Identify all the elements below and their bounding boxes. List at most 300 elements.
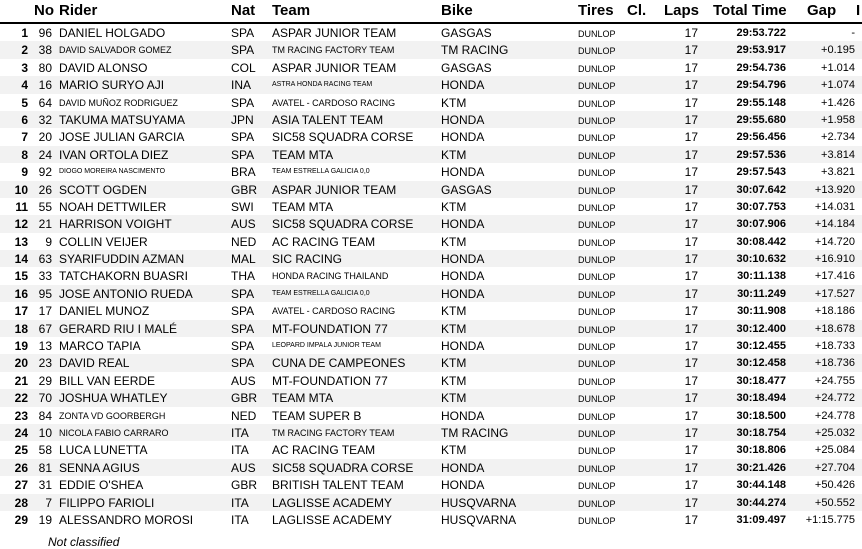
team-name: LEOPARD IMPALA JUNIOR TEAM xyxy=(272,342,381,350)
total-time: 30:07.642 xyxy=(736,183,786,196)
total-time: 30:12.455 xyxy=(736,340,786,353)
team-name: AC RACING TEAM xyxy=(272,443,376,458)
tires: DUNLOP xyxy=(578,185,616,196)
rider-name: ALESSANDRO MOROSI xyxy=(59,512,194,527)
laps: 17 xyxy=(684,391,698,406)
laps: 17 xyxy=(684,408,698,423)
laps: 17 xyxy=(684,60,698,75)
total-time: 30:18.494 xyxy=(736,392,786,405)
rider-name: DAVID SALVADOR GOMEZ xyxy=(59,45,172,56)
rider-name: LUCA LUNETTA xyxy=(59,443,148,458)
gap: +24.778 xyxy=(814,409,855,422)
nationality: AUS xyxy=(231,217,256,232)
table-row xyxy=(0,441,862,458)
team-name: TEAM ESTRELLA GALICIA 0,0 xyxy=(272,168,370,176)
tires: DUNLOP xyxy=(578,133,616,144)
tires: DUNLOP xyxy=(578,237,616,248)
rider-number: 26 xyxy=(38,182,52,197)
rider-number: 70 xyxy=(38,391,52,406)
rider-number: 13 xyxy=(38,339,52,354)
gap: +1.958 xyxy=(821,113,855,126)
header-class: Cl. xyxy=(627,2,647,19)
tires: DUNLOP xyxy=(578,394,616,405)
gap: +1:15.775 xyxy=(805,513,855,526)
rider-name: EDDIE O'SHEA xyxy=(59,478,144,493)
tires: DUNLOP xyxy=(578,98,616,109)
header-no: No xyxy=(34,2,54,19)
laps: 17 xyxy=(684,269,698,284)
tires: DUNLOP xyxy=(578,446,616,457)
rider-name: TAKUMA MATSUYAMA xyxy=(59,112,186,127)
team-name: TEAM MTA xyxy=(272,391,334,406)
bike-make: KTM xyxy=(441,356,467,371)
rider-name: JOSE JULIAN GARCIA xyxy=(59,130,185,145)
bike-make: HONDA xyxy=(441,339,485,354)
rider-number: 10 xyxy=(38,425,52,440)
bike-make: HONDA xyxy=(441,130,485,145)
bike-make: HONDA xyxy=(441,165,485,180)
team-name: AC RACING TEAM xyxy=(272,234,376,249)
gap: +1.014 xyxy=(821,61,855,74)
bike-make: HONDA xyxy=(441,408,485,423)
nationality: SPA xyxy=(231,304,255,319)
nationality: BRA xyxy=(231,165,256,180)
rider-name: ZONTA VD GOORBERGH xyxy=(59,410,166,421)
tires: DUNLOP xyxy=(578,150,616,161)
position: 22 xyxy=(14,391,28,406)
bike-make: HONDA xyxy=(441,217,485,232)
team-name: ASIA TALENT TEAM xyxy=(272,112,384,127)
laps: 17 xyxy=(684,356,698,371)
table-row xyxy=(0,285,862,302)
rider-name: BILL VAN EERDE xyxy=(59,373,156,388)
gap: +17.527 xyxy=(814,287,855,300)
nationality: MAL xyxy=(231,252,256,267)
rider-number: 21 xyxy=(38,217,52,232)
total-time: 30:11.138 xyxy=(737,270,786,283)
rider-number: 24 xyxy=(38,147,52,162)
nationality: GBR xyxy=(231,478,258,493)
laps: 17 xyxy=(684,199,698,214)
header-extra: I xyxy=(856,2,861,19)
position: 5 xyxy=(21,95,28,110)
rider-name: DAVID ALONSO xyxy=(59,60,148,75)
position: 18 xyxy=(14,321,28,336)
nationality: ITA xyxy=(231,425,249,440)
table-row xyxy=(0,198,862,215)
tires: DUNLOP xyxy=(578,81,616,92)
bike-make: KTM xyxy=(441,199,467,214)
team-name: TEAM MTA xyxy=(272,199,334,214)
tires: DUNLOP xyxy=(578,515,616,526)
rider-name: DANIEL HOLGADO xyxy=(59,26,166,40)
table-row xyxy=(0,476,862,493)
rider-number: 23 xyxy=(38,356,52,371)
rider-name: DIOGO MOREIRA NASCIMENTO xyxy=(59,168,166,176)
total-time: 30:12.400 xyxy=(736,322,786,335)
laps: 17 xyxy=(684,130,698,145)
position: 28 xyxy=(14,495,28,510)
laps: 17 xyxy=(684,304,698,319)
total-time: 30:10.632 xyxy=(736,253,786,266)
rider-number: 7 xyxy=(45,495,52,510)
header-rider: Rider xyxy=(59,2,98,19)
rider-number: 9 xyxy=(45,234,52,249)
rider-number: 16 xyxy=(38,78,52,93)
laps: 17 xyxy=(684,147,698,162)
rider-number: 96 xyxy=(38,26,52,40)
bike-make: TM RACING xyxy=(441,43,509,58)
rider-number: 31 xyxy=(38,478,52,493)
table-row xyxy=(0,407,862,424)
laps: 17 xyxy=(684,443,698,458)
rider-number: 81 xyxy=(38,460,52,475)
table-row xyxy=(0,163,862,180)
tires: DUNLOP xyxy=(578,376,616,387)
bike-make: HUSQVARNA xyxy=(441,512,517,527)
position: 3 xyxy=(21,60,28,75)
rider-name: DANIEL MUNOZ xyxy=(59,304,150,319)
team-name: SIC58 SQUADRA CORSE xyxy=(272,217,414,232)
table-row xyxy=(0,128,862,145)
position: 1 xyxy=(21,26,28,40)
tires: DUNLOP xyxy=(578,481,616,492)
position: 17 xyxy=(14,304,28,319)
nationality: COL xyxy=(231,60,256,75)
rider-number: 80 xyxy=(38,60,52,75)
table-row xyxy=(0,59,862,76)
tires: DUNLOP xyxy=(578,29,616,39)
total-time: 30:44.148 xyxy=(736,479,786,492)
laps: 17 xyxy=(684,78,698,93)
bike-make: HONDA xyxy=(441,252,485,267)
nationality: SWI xyxy=(231,199,254,214)
laps: 17 xyxy=(684,339,698,354)
laps: 17 xyxy=(684,321,698,336)
rider-number: 58 xyxy=(38,443,52,458)
rider-name: IVAN ORTOLA DIEZ xyxy=(59,147,169,162)
table-row xyxy=(0,111,862,128)
rider-name: SYARIFUDDIN AZMAN xyxy=(59,252,185,267)
rider-number: 33 xyxy=(38,269,52,284)
bike-make: KTM xyxy=(441,321,467,336)
rider-number: 92 xyxy=(38,165,52,180)
nationality: SPA xyxy=(231,321,255,336)
team-name: TM RACING FACTORY TEAM xyxy=(272,45,395,56)
nationality: ITA xyxy=(231,512,249,527)
table-row xyxy=(0,146,862,163)
table-row xyxy=(0,94,862,111)
position: 19 xyxy=(14,339,28,354)
bike-make: KTM xyxy=(441,391,467,406)
position: 26 xyxy=(14,460,28,475)
bike-make: TM RACING xyxy=(441,425,509,440)
nationality: SPA xyxy=(231,147,255,162)
table-row xyxy=(0,302,862,319)
rider-number: 84 xyxy=(38,408,52,423)
nationality: GBR xyxy=(231,182,258,197)
bike-make: KTM xyxy=(441,304,467,319)
gap: +16.910 xyxy=(814,253,855,266)
gap: +25.032 xyxy=(814,426,855,439)
tires: DUNLOP xyxy=(578,63,616,74)
table-row xyxy=(0,337,862,354)
gap: +50.552 xyxy=(814,496,855,509)
table-row xyxy=(0,76,862,93)
rider-number: 17 xyxy=(38,304,52,319)
tires: DUNLOP xyxy=(578,463,616,474)
position: 21 xyxy=(14,373,28,388)
gap: +14.184 xyxy=(814,218,855,231)
total-time: 29:55.148 xyxy=(736,96,786,109)
bike-make: GASGAS xyxy=(441,182,492,197)
rider-name: DAVID REAL xyxy=(59,356,130,371)
nationality: AUS xyxy=(231,460,256,475)
header-bike: Bike xyxy=(441,2,473,19)
results-table xyxy=(0,24,862,528)
nationality: SPA xyxy=(231,95,255,110)
total-time: 29:56.456 xyxy=(736,131,786,144)
position: 10 xyxy=(14,182,28,197)
rider-name: JOSE ANTONIO RUEDA xyxy=(59,286,193,301)
laps: 17 xyxy=(684,26,698,40)
table-row xyxy=(0,389,862,406)
team-name: ASTRA HONDA RACING TEAM xyxy=(272,81,373,89)
laps: 17 xyxy=(684,234,698,249)
position: 25 xyxy=(14,443,28,458)
table-row xyxy=(0,41,862,58)
gap: +1.074 xyxy=(821,79,855,92)
rider-name: MARIO SURYO AJI xyxy=(59,78,165,93)
position: 14 xyxy=(14,252,28,267)
total-time: 29:54.796 xyxy=(736,79,786,92)
laps: 17 xyxy=(684,460,698,475)
nationality: ITA xyxy=(231,495,249,510)
position: 20 xyxy=(14,356,28,371)
gap: - xyxy=(851,27,855,39)
team-name: TEAM MTA xyxy=(272,147,334,162)
bike-make: KTM xyxy=(441,443,467,458)
team-name: SIC58 SQUADRA CORSE xyxy=(272,130,414,145)
laps: 17 xyxy=(684,165,698,180)
gap: +18.733 xyxy=(814,340,855,353)
laps: 17 xyxy=(684,478,698,493)
laps: 17 xyxy=(684,252,698,267)
position: 12 xyxy=(14,217,28,232)
not-classified-label: Not classified xyxy=(48,535,120,549)
team-name: BRITISH TALENT TEAM xyxy=(272,478,404,493)
tires: DUNLOP xyxy=(578,115,616,126)
team-name: HONDA RACING THAILAND xyxy=(272,271,389,282)
bike-make: HONDA xyxy=(441,460,485,475)
bike-make: HUSQVARNA xyxy=(441,495,517,510)
nationality: JPN xyxy=(231,112,254,127)
gap: +0.195 xyxy=(821,44,855,57)
table-row xyxy=(0,372,862,389)
total-time: 30:44.274 xyxy=(736,496,786,509)
table-row xyxy=(0,250,862,267)
rider-name: DAVID MUÑOZ RODRIGUEZ xyxy=(59,97,178,108)
nationality: NED xyxy=(231,234,257,249)
tires: DUNLOP xyxy=(578,202,616,213)
table-row xyxy=(0,320,862,337)
gap: +24.772 xyxy=(814,392,855,405)
laps: 17 xyxy=(684,512,698,527)
team-name: TM RACING FACTORY TEAM xyxy=(272,427,395,438)
rider-number: 32 xyxy=(38,112,52,127)
bike-make: HONDA xyxy=(441,112,485,127)
gap: +18.186 xyxy=(814,305,855,318)
team-name: TEAM SUPER B xyxy=(272,408,362,423)
nationality: SPA xyxy=(231,339,255,354)
header-total-time: Total Time xyxy=(713,2,787,19)
total-time: 29:57.536 xyxy=(736,148,786,161)
rider-name: NOAH DETTWILER xyxy=(59,199,167,214)
team-name: LAGLISSE ACADEMY xyxy=(272,512,393,527)
team-name: ASPAR JUNIOR TEAM xyxy=(272,26,397,40)
total-time: 30:07.753 xyxy=(736,200,786,213)
rider-number: 64 xyxy=(38,95,52,110)
gap: +17.416 xyxy=(814,270,855,283)
tires: DUNLOP xyxy=(578,324,616,335)
team-name: MT-FOUNDATION 77 xyxy=(272,373,388,388)
table-row xyxy=(0,494,862,511)
position: 4 xyxy=(21,78,28,93)
rider-number: 67 xyxy=(38,321,52,336)
table-row xyxy=(0,424,862,441)
header-nat: Nat xyxy=(231,2,256,19)
gap: +3.821 xyxy=(821,166,855,179)
laps: 17 xyxy=(684,112,698,127)
total-time: 29:55.680 xyxy=(736,113,786,126)
position: 24 xyxy=(14,425,28,440)
laps: 17 xyxy=(684,425,698,440)
table-row xyxy=(0,233,862,250)
nationality: SPA xyxy=(231,43,255,58)
tires: DUNLOP xyxy=(578,46,616,57)
gap: +14.720 xyxy=(814,235,855,248)
total-time: 29:57.543 xyxy=(736,166,786,179)
table-row xyxy=(0,459,862,476)
rider-name: JOSHUA WHATLEY xyxy=(59,391,168,406)
tires: DUNLOP xyxy=(578,168,616,179)
rider-name: FILIPPO FARIOLI xyxy=(59,495,155,510)
gap: +50.426 xyxy=(814,479,855,492)
total-time: 30:12.458 xyxy=(736,357,786,370)
bike-make: GASGAS xyxy=(441,26,492,40)
rider-name: MARCO TAPIA xyxy=(59,339,141,354)
bike-make: KTM xyxy=(441,373,467,388)
table-row xyxy=(0,24,862,41)
gap: +24.755 xyxy=(814,374,855,387)
team-name: TEAM ESTRELLA GALICIA 0,0 xyxy=(272,289,370,297)
nationality: INA xyxy=(231,78,252,93)
tires: DUNLOP xyxy=(578,272,616,283)
total-time: 29:53.917 xyxy=(736,44,786,57)
gap: +1.426 xyxy=(821,96,855,109)
gap: +14.031 xyxy=(814,200,855,213)
nationality: SPA xyxy=(231,356,255,371)
team-name: AVATEL - CARDOSO RACING xyxy=(272,306,396,317)
rider-number: 63 xyxy=(38,252,52,267)
table-row xyxy=(0,511,862,528)
team-name: ASPAR JUNIOR TEAM xyxy=(272,60,397,75)
nationality: AUS xyxy=(231,373,256,388)
total-time: 29:53.722 xyxy=(736,27,786,39)
gap: +27.704 xyxy=(814,461,855,474)
laps: 17 xyxy=(684,495,698,510)
total-time: 30:11.249 xyxy=(737,287,786,300)
gap: +13.920 xyxy=(814,183,855,196)
rider-number: 29 xyxy=(38,373,52,388)
table-row xyxy=(0,354,862,371)
total-time: 30:18.500 xyxy=(736,409,786,422)
total-time: 29:54.736 xyxy=(736,61,786,74)
header-tires: Tires xyxy=(578,2,614,19)
nationality: SPA xyxy=(231,130,255,145)
team-name: SIC RACING xyxy=(272,252,343,267)
header-team: Team xyxy=(272,2,311,19)
laps: 17 xyxy=(684,373,698,388)
gap: +18.678 xyxy=(814,322,855,335)
rider-name: HARRISON VOIGHT xyxy=(59,217,172,232)
rider-number: 95 xyxy=(38,286,52,301)
bike-make: HONDA xyxy=(441,78,485,93)
header-laps: Laps xyxy=(664,2,700,19)
bike-make: KTM xyxy=(441,147,467,162)
position: 11 xyxy=(15,199,28,214)
gap: +3.814 xyxy=(821,148,855,161)
total-time: 30:11.908 xyxy=(737,305,786,318)
tires: DUNLOP xyxy=(578,307,616,318)
tires: DUNLOP xyxy=(578,359,616,370)
team-name: LAGLISSE ACADEMY xyxy=(272,495,393,510)
position: 6 xyxy=(21,112,28,127)
position: 27 xyxy=(14,478,28,493)
position: 7 xyxy=(21,130,28,145)
nationality: SPA xyxy=(231,286,255,301)
rider-number: 20 xyxy=(38,130,52,145)
team-name: CUNA DE CAMPEONES xyxy=(272,356,406,371)
bike-make: HONDA xyxy=(441,269,485,284)
rider-number: 38 xyxy=(38,43,52,58)
tires: DUNLOP xyxy=(578,255,616,266)
position: 9 xyxy=(21,165,28,180)
total-time: 30:18.806 xyxy=(736,444,786,457)
total-time: 30:21.426 xyxy=(736,461,786,474)
nationality: GBR xyxy=(231,391,258,406)
rider-name: COLLIN VEIJER xyxy=(59,234,148,249)
position: 16 xyxy=(14,286,28,301)
position: 13 xyxy=(14,234,28,249)
gap: +25.084 xyxy=(814,444,855,457)
rider-number: 55 xyxy=(38,199,52,214)
position: 29 xyxy=(14,512,28,527)
rider-name: SCOTT OGDEN xyxy=(59,182,147,197)
tires: DUNLOP xyxy=(578,498,616,509)
bike-make: HONDA xyxy=(441,286,485,301)
total-time: 30:07.906 xyxy=(736,218,786,231)
tires: DUNLOP xyxy=(578,220,616,231)
team-name: MT-FOUNDATION 77 xyxy=(272,321,388,336)
bike-make: GASGAS xyxy=(441,60,492,75)
total-time: 30:18.477 xyxy=(736,374,786,387)
laps: 17 xyxy=(684,217,698,232)
laps: 17 xyxy=(684,182,698,197)
rider-name: TATCHAKORN BUASRI xyxy=(59,269,188,284)
tires: DUNLOP xyxy=(578,342,616,353)
position: 2 xyxy=(21,43,28,58)
